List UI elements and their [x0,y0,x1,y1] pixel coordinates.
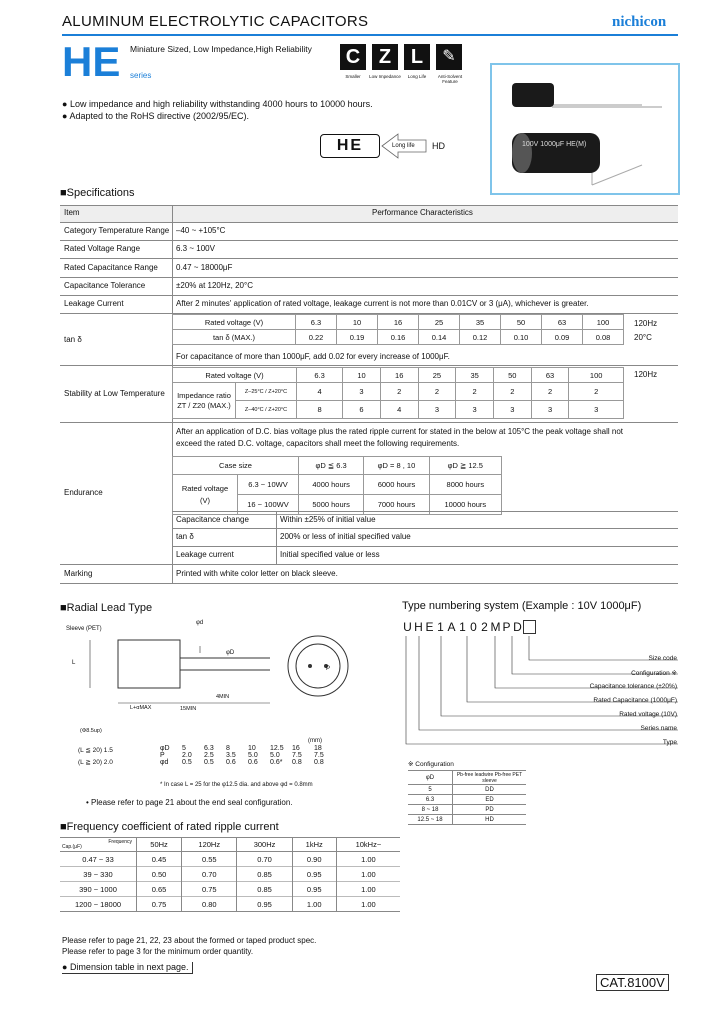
series-flow-current: HE [320,134,380,158]
smaller-icon: C [340,44,366,70]
config-cell: ED [453,795,527,805]
row-divider [60,295,678,296]
freq-value: 0.80 [182,897,237,912]
freq-value: 0.95 [237,897,292,912]
freq-col: 1kHz [292,838,336,852]
tan-item-label: tan δ [64,335,82,344]
freq-value: 0.45 [137,852,182,867]
dim-P: 3.5 [226,752,236,759]
rv-label-1: Rated voltage [181,483,229,493]
dimension-note: * In case L = 25 for the φ12.5 dia. and above φd = 0.8mm [160,782,313,788]
capacitor-photo-graphic [492,65,678,193]
stab-r2-value: 6 [343,401,381,419]
tan-table [172,314,624,345]
typenum-label: Series name [640,725,677,732]
page-title: ALUMINUM ELECTROLYTIC CAPACITORS [62,13,369,30]
stability-item-label: Stability at Low Temperature [64,389,165,398]
endurance-intro-2: exceed the rated D.C. voltage, capacitors shall meet the following requirements. [176,439,460,448]
tan-rowlabel: tan δ (MAX.) [173,330,296,345]
dim-phiD: 6.3 [204,745,214,752]
typenum-char: D [513,620,522,634]
stab-head: Rated voltage (V) [173,368,297,383]
dim-P: 5.0 [248,752,258,759]
freq-value: 0.75 [137,897,182,912]
stability-table [172,367,624,419]
spec-item-value: 6.3 ~ 100V [176,244,215,253]
photo-marking: 100V 1000μF HE(M) [522,141,587,148]
typenum-label: Rated voltage (10V) [619,711,677,718]
bullet-text: Adapted to the RoHS directive (2002/95/EC). [69,111,250,121]
tan-value: 0.16 [378,330,419,345]
footer-note-3-box: ● Dimension table in next page. [62,962,193,974]
endurance-table [172,456,502,515]
case-col: φD = 8 , 10 [364,457,429,475]
stab-r2-value: 3 [569,401,624,419]
stab-r1-value: 2 [493,383,531,401]
stab-cond: 120Hz [634,370,658,379]
typenum-label: Rated Capacitance (1000μF) [593,697,677,704]
dim-phid: 0.6 [248,759,258,766]
series-word: series [130,71,152,80]
spec-header-bar [60,205,678,223]
spec-col-perf: Performance Characteristics [372,208,473,217]
spec-item-value: ±20% at 120Hz, 20°C [176,281,253,290]
typenum-char: U [403,620,412,634]
stab-r1-value: 2 [531,383,569,401]
dim-phiD: 5 [182,745,186,752]
config-head: Pb-free leadwire Pb-free PET sleeve [453,771,527,785]
bullet-item: ● Low impedance and high reliability withstanding 4000 hours to 10000 hours. [62,99,373,109]
tan-voltage: 25 [419,315,460,330]
spec-item-label: Rated Capacitance Range [64,263,158,272]
typenum-label: Type [662,739,677,746]
config-cell: PD [453,805,527,815]
tan-value: 0.22 [296,330,337,345]
freq-corner-top: Frequency [108,839,132,845]
column-divider [276,511,277,564]
freq-value: 1.00 [336,882,400,897]
typenum-leaders [402,636,680,752]
freq-value: 1.00 [336,867,400,882]
tan-value: 0.09 [542,330,583,345]
typenum-char: 1 [459,620,466,634]
footer-note-2: Please refer to page 3 for the minimum order quantity. [62,947,254,956]
anti-solvent-icon: ✎ [436,44,462,70]
spec-item-value: After 2 minutes' application of rated voltage, leakage current is not more than 0.01CV or 3 (μA), whichever is greater. [176,299,589,308]
series-flow-next: HD [432,141,445,151]
long-life-icon: L [404,44,430,70]
endurance-hours: 8000 hours [429,475,501,495]
label-fluxdot: (Φ8.5up) [80,728,102,734]
marking-value: Printed with white color letter on black sleeve. [176,569,338,578]
dim-P: P [160,752,165,759]
tan-voltage: 16 [378,315,419,330]
dim-phid: 0.8 [292,759,302,766]
config-cell: DD [453,785,527,795]
row-divider [172,511,678,512]
dim-phiD: 8 [226,745,230,752]
endurance-hours: 7000 hours [364,495,429,515]
stab-voltage: 6.3 [297,368,343,383]
freq-cap: 39 ~ 330 [83,869,113,879]
stab-r1-value: 4 [297,383,343,401]
stab-r1-value: 2 [418,383,456,401]
tan-value: 0.19 [337,330,378,345]
tan-voltage: 10 [337,315,378,330]
row-divider [60,583,678,584]
config-cell: 5 [428,786,432,793]
stab-voltage: 35 [456,368,494,383]
dim-P: 7.5 [292,752,302,759]
series-flow-arrow-label: Long life [392,143,415,149]
stab-label-1: Impedance ratio [177,390,231,400]
spec-item-label: Category Temperature Range [64,226,170,235]
label-15min: 15MIN [180,706,197,712]
dimension-table [160,745,336,766]
icon-label-anti-solvent: Anti-Solvent Feature [437,74,463,84]
alpha-label-2: (L ≧ 20) 2.0 [78,759,113,766]
freq-value: 0.65 [137,882,182,897]
dim-P: 5.0 [270,752,280,759]
stab-r2-value: 4 [380,401,418,419]
dim-phid: 0.6* [270,759,283,766]
alpha-label-1: (L ≦ 20) 1.5 [78,747,113,754]
endurance-hours: 6000 hours [364,475,429,495]
stab-r1-value: 2 [456,383,494,401]
req-value: 200% or less of initial specified value [280,532,411,541]
tan-voltage: 100 [583,315,624,330]
bullet-list [62,98,373,122]
series-code: HE [62,38,121,85]
endurance-hours: 10000 hours [429,495,501,515]
stab-label-2: ZT / Z20 (MAX.) [177,400,231,410]
label-4min: 4MIN [216,694,230,700]
row-divider [60,258,678,259]
freq-col: 10kHz~ [336,838,400,852]
stab-voltage: 25 [418,368,456,383]
typenum-char: H [414,620,423,634]
freq-value: 0.90 [292,852,336,867]
label-P: P [326,666,331,672]
row-divider [60,240,678,241]
req-key: Capacitance change [176,515,249,524]
stab-voltage: 100 [569,368,624,383]
endurance-hours: 5000 hours [299,495,364,515]
typenum-char: P [502,620,511,634]
tan-voltage: 63 [542,315,583,330]
case-col: φD ≧ 12.5 [429,457,501,475]
freq-value: 0.70 [237,852,292,867]
freq-cap: 390 ~ 1000 [79,884,117,894]
specifications-heading-text: Specifications [66,187,135,199]
config-table [408,770,526,825]
config-cell: 12.5 ~ 18 [417,816,443,823]
dim-unit: (mm) [308,738,322,744]
freq-value: 1.00 [292,897,336,912]
label-D: φD [226,650,235,656]
bullet-text: Low impedance and high reliability withstanding 4000 hours to 10000 hours. [69,99,373,109]
spec-col-item: Item [64,208,80,217]
radial-heading-text: Radial Lead Type [66,602,153,614]
stab-r2-value: 3 [493,401,531,419]
dim-phid: φd [160,759,169,766]
stab-voltage: 50 [493,368,531,383]
config-head: φD [425,774,435,781]
freq-col: 120Hz [182,838,237,852]
rv-range: 16 ~ 100WV [238,495,299,515]
req-key: tan δ [176,532,194,541]
dim-phiD: φD [160,745,170,752]
freq-value: 0.95 [292,867,336,882]
dim-phiD: 18 [314,745,322,752]
tan-voltage: 35 [460,315,501,330]
freq-corner [60,838,137,852]
catalog-code: CAT.8100V [596,974,669,991]
specifications-heading: ■Specifications [60,187,135,199]
stab-r1-value: 3 [343,383,381,401]
typenum-char: 0 [470,620,477,634]
product-photo [490,63,680,195]
typenum-char: E [425,620,434,634]
spec-item-value: –40 ~ +105°C [176,226,226,235]
icon-label-low-impedance: Low Impedance [369,74,401,79]
tan-value: 0.08 [583,330,624,345]
rv-range: 6.3 ~ 10WV [238,475,299,495]
row-divider [172,546,678,547]
stab-voltage: 16 [380,368,418,383]
radial-lead-drawing [60,618,360,718]
dim-P: 2.0 [182,752,192,759]
req-key: Leakage current [176,550,234,559]
radial-heading: ■Radial Lead Type [60,602,153,614]
row-divider [60,365,678,366]
typenum-label: Configuration ※ [631,670,677,677]
tan-value: 0.12 [460,330,501,345]
feature-icons [340,44,480,94]
stab-r2-value: 3 [418,401,456,419]
tan-voltage: 50 [501,315,542,330]
typenum-chars [402,620,536,634]
stab-r1-label: Z–25°C / Z+20°C [236,383,297,401]
spec-item-label: Rated Voltage Range [64,244,141,253]
freq-value: 0.85 [237,867,292,882]
brand-logo: nichicon [612,14,667,30]
stab-voltage: 10 [343,368,381,383]
tan-cond-freq: 120Hz [634,319,658,328]
tan-value: 0.10 [501,330,542,345]
endurance-intro-1: After an application of D.C. bias voltage plus the rated ripple current for stated in the below at 105°C the peak voltage shall not [176,427,624,436]
footer-note-1: Please refer to page 21, 22, 23 about the formed or taped product spec. [62,936,317,945]
typenum-char: A [447,620,456,634]
endurance-hours: 4000 hours [299,475,364,495]
freq-value: 0.55 [182,852,237,867]
typenum-heading: Type numbering system (Example : 10V 1000μF) [402,600,642,612]
freq-heading: ■Frequency coefficient of rated ripple current [60,821,279,833]
freq-value: 1.00 [336,897,400,912]
dim-phid: 0.8 [314,759,324,766]
rv-label-2: (V) [200,495,210,505]
spec-item-value: 0.47 ~ 18000μF [176,263,233,272]
label-alpha: L+αMAX [130,705,152,711]
dim-phid: 0.6 [226,759,236,766]
dim-P: 2.5 [204,752,214,759]
req-value: Within ±25% of initial value [280,515,376,524]
dim-phiD: 10 [248,745,256,752]
case-col: φD ≦ 6.3 [299,457,364,475]
config-title: ※ Configuration [408,761,454,768]
row-divider [60,564,678,565]
typenum-char: 2 [481,620,488,634]
tan-voltage: 6.3 [296,315,337,330]
freq-value: 0.50 [137,867,182,882]
config-cell: 6.3 [425,796,435,803]
stab-voltage: 63 [531,368,569,383]
config-cell: 8 ~ 18 [421,806,439,813]
stab-label [173,383,236,419]
dim-P: 7.5 [314,752,324,759]
typenum-char: 1 [437,620,444,634]
freq-value: 0.85 [237,882,292,897]
end-seal-ref-text: Please refer to page 21 about the end seal configuration. [91,798,293,807]
stab-r2-value: 8 [297,401,343,419]
rated-voltage-label [173,475,238,515]
freq-col: 50Hz [137,838,182,852]
bullet-item: ● Adapted to the RoHS directive (2002/95/EC). [62,111,250,121]
freq-value: 0.75 [182,882,237,897]
icon-label-smaller: Smaller [345,74,361,79]
end-seal-ref: • Please refer to page 21 about the end seal configuration. [86,798,293,807]
icon-label-long-life: Long Life [407,74,427,79]
typenum-char [523,620,536,634]
endurance-item-label: Endurance [64,488,103,497]
tan-note: For capacitance of more than 1000μF, add 0.02 for every increase of 1000μF. [176,352,450,361]
dim-phid: 0.5 [182,759,192,766]
dim-phiD: 12.5 [270,745,284,752]
freq-value: 0.95 [292,882,336,897]
freq-table [60,837,400,912]
label-sleeve: Sleeve (PET) [66,626,102,632]
config-cell: HD [453,815,527,825]
series-subtitle: Miniature Sized, Low Impedance,High Reliability [130,44,312,54]
typenum-label: Size code [648,655,677,662]
title-rule [62,34,678,36]
low-impedance-icon: Z [372,44,398,70]
typenum-char: M [490,620,501,634]
freq-col: 300Hz [237,838,292,852]
stab-r1-value: 2 [569,383,624,401]
req-value: Initial specified value or less [280,550,380,559]
tan-head: Rated voltage (V) [173,315,296,330]
spec-item-label: Capacitance Tolerance [64,281,146,290]
case-size-label: Case size [173,457,299,475]
freq-corner-bot: Cap.(μF) [62,844,82,850]
marking-item-label: Marking [64,569,93,578]
dim-phid: 0.5 [204,759,214,766]
freq-cap: 1200 ~ 18000 [74,899,122,909]
stab-r1-value: 2 [380,383,418,401]
row-divider [60,277,678,278]
tan-cond-temp: 20°C [634,333,652,342]
freq-value: 1.00 [336,852,400,867]
stab-r2-label: Z–40°C / Z+20°C [236,401,297,419]
freq-heading-text: Frequency coefficient of rated ripple current [66,821,279,833]
stab-r2-value: 3 [531,401,569,419]
freq-value: 0.70 [182,867,237,882]
tan-value: 0.14 [419,330,460,345]
typenum-label: Capacitance tolerance (±20%) [589,683,677,690]
freq-cap: 0.47 ~ 33 [82,854,114,864]
label-L: L [72,660,76,666]
label-od: φd [196,620,204,626]
row-divider [60,422,678,423]
spec-item-label: Leakage Current [64,299,124,308]
stab-r2-value: 3 [456,401,494,419]
dim-phiD: 16 [292,745,300,752]
row-divider [172,528,678,529]
footer-note-3: Dimension table in next page. [69,962,189,972]
